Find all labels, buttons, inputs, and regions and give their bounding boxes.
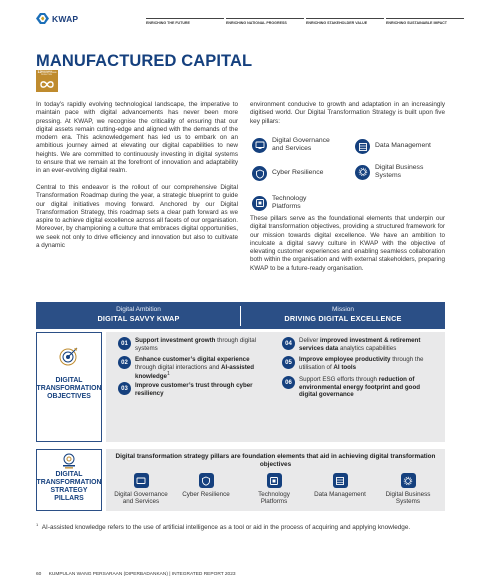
strategy-pillars-heading: Digital transformation strategy pillars are foundation elements that aid in achieving digital transformation objectives <box>115 453 436 468</box>
objective-text: Support ESG efforts through reduction of environmental energy footprint and good digital governance <box>299 376 421 399</box>
objective-number: 05 <box>282 356 295 369</box>
strategy-pillars-label-box <box>36 449 102 511</box>
page-footer <box>36 572 236 577</box>
pillar-label: Technology Platforms <box>272 195 307 211</box>
mission-label: Mission <box>331 306 355 313</box>
pillars-icon <box>59 453 79 469</box>
shield-icon <box>252 166 267 181</box>
footnote-mark: 1 <box>36 522 39 527</box>
strategy-pillar-governance <box>111 473 171 506</box>
kwap-logo[interactable] <box>36 13 78 24</box>
strategy-pillar-data <box>310 473 370 498</box>
pillar-digital-business-systems <box>355 164 437 180</box>
objective-number: 03 <box>118 382 131 395</box>
kwap-logo-icon <box>36 13 49 24</box>
infinity-icon <box>39 80 55 89</box>
objective-text: Enhance customer’s digital experience through digital interactions and AI-assisted knowledge$^1$ <box>135 356 255 381</box>
mission-value: DRIVING DIGITAL EXCELLENCE <box>284 314 402 323</box>
objective-item <box>118 337 263 352</box>
strategy-pillar-business <box>378 473 438 506</box>
ambition-value: DIGITAL SAVVY KWAP <box>97 314 180 323</box>
shield-icon <box>199 473 214 488</box>
objective-item <box>282 376 438 399</box>
objectives-title: DIGITAL TRANSFORMATION OBJECTIVES <box>36 377 102 401</box>
target-icon <box>58 345 80 367</box>
pillar-label: Digital Governance and Services <box>272 137 330 153</box>
data-management-icon <box>355 139 370 154</box>
objective-text: Support investment growth through digital systems <box>135 337 257 352</box>
objectives-label-box <box>36 332 102 442</box>
footnote <box>36 521 446 532</box>
logo-text: KWAP <box>52 13 79 24</box>
governance-icon <box>252 138 267 153</box>
section-nav <box>146 18 466 25</box>
platform-icon <box>267 473 282 488</box>
objective-text: Deliver improved investment & retirement services data analytics capabilities <box>299 337 421 352</box>
objectives-list <box>106 332 445 442</box>
nav-item-enriching-national-progress[interactable]: ENRICHING NATIONAL PROGRESS <box>226 18 304 25</box>
sdg-number: 12 <box>37 70 42 74</box>
strategy-pillar-label: Technology Platforms <box>258 491 290 506</box>
nav-item-enriching-stakeholder-value[interactable]: ENRICHING STAKEHOLDER VALUE <box>306 18 384 25</box>
objectives-section <box>36 332 445 442</box>
strategy-pillar-label: Digital Governance and Services <box>114 491 168 506</box>
sdg-goal-text: RESPONSIBLE CONSUMPTION AND PRODUCTION <box>41 71 57 76</box>
footnote-text: AI-assisted knowledge refers to the use of artificial intelligence as a tool or aid in the process of acquiring and applying knowledge. <box>41 524 411 532</box>
strategy-pillar-label: Digital Business Systems <box>385 491 431 506</box>
strategy-pillars-panel <box>106 449 445 511</box>
pillar-label: Cyber Resilience <box>272 169 324 177</box>
pillars-summary-paragraph: These pillars serve as the foundational elements that underpin our digital transformation objectives, providing a structured framework for our mission towards digital excellence. We have an ambition to inculcate a digital savvy culture in KWAP with the objective of elevating customer experiences and enabling seamless collaboration both within the organisation and with external stakeholders, preparing KWAP to be a future-ready organisation. <box>250 215 446 272</box>
strategy-pillar-label: Data Management <box>314 491 366 498</box>
ambition-label: Digital Ambition <box>116 306 161 313</box>
nav-item-enriching-sustainable-impact[interactable]: ENRICHING SUSTAINABLE IMPACT <box>386 18 464 25</box>
objective-number: 02 <box>118 356 131 369</box>
gear-icon <box>401 473 416 488</box>
pillar-cyber-resilience <box>252 166 323 181</box>
objective-item <box>118 382 263 397</box>
platform-icon <box>252 196 267 211</box>
strategy-pillars-section <box>36 449 445 511</box>
objective-item <box>118 356 263 381</box>
ambition-mission-band <box>36 302 445 329</box>
governance-icon <box>134 473 149 488</box>
environment-paragraph: environment conducive to growth and adaptation in an increasingly digitised world. Our Digital Transformation Strategy is built upon five key pillars: <box>250 101 445 125</box>
page-number: 60 <box>36 572 42 577</box>
sdg-12-badge <box>36 70 58 92</box>
objective-item <box>282 337 438 352</box>
objective-item <box>282 356 438 371</box>
roadmap-paragraph: Central to this endeavor is the rollout of our comprehensive Digital Transformation Roadmap during the year, a strategic blueprint to guide our digital initiatives moving forward. Anchored by our Digital Transformation Strategy, this roadmap sets a clear path forward as we aspire to achieve digital excellence across all facets of our organisation. Moreover, by championing a culture that embraces digital opportunities, we seek not only to drive efficiency and innovation but also to cultivate a dynamic <box>36 184 238 250</box>
pillar-label: Data Management <box>375 142 431 150</box>
pillar-technology-platforms <box>252 195 322 211</box>
objective-text: Improve employee productivity through the utilisation of AI tools <box>299 356 424 371</box>
page-title: MANUFACTURED CAPITAL <box>36 52 253 70</box>
nav-item-enriching-future[interactable]: ENRICHING THE FUTURE <box>146 18 224 25</box>
objective-text: Improve customer’s trust through cyber resiliency <box>135 382 253 397</box>
footer-text: KUMPULAN WANG PERSARAAN (DIPERBADANKAN) | INTEGRATED REPORT 2023 <box>48 572 236 577</box>
ambition-block <box>36 302 241 329</box>
objective-number: 01 <box>118 337 131 350</box>
strategy-pillars-title: DIGITAL TRANSFORMATION STRATEGY PILLARS <box>36 471 102 502</box>
strategy-pillar-label: Cyber Resilience <box>182 491 230 498</box>
pillar-digital-governance <box>252 137 342 153</box>
strategy-pillar-cyber <box>176 473 236 498</box>
intro-paragraph: In today’s rapidly evolving technological landscape, the imperative to maintain pace with digital advancements has never been more pressing. At KWAP, we recognise the criticality of ensuring that our digital assets remain cutting-edge and aligned with the demands of the modern era. This acknowledgement has led us to embark on an ambitious journey aimed at elevating our digital capabilities to new heights. We are committed to continuously investing in digital systems to ensure that we remain at the forefront of innovation and adaptability in an ever-evolving digital realm. <box>36 101 238 175</box>
gear-icon <box>355 165 370 180</box>
objective-number: 04 <box>282 337 295 350</box>
pillar-label: Digital Business Systems <box>375 164 424 180</box>
data-management-icon <box>333 473 348 488</box>
strategy-pillar-technology <box>244 473 304 506</box>
pillar-data-management <box>355 139 431 154</box>
mission-block <box>241 302 445 329</box>
objective-number: 06 <box>282 376 295 389</box>
